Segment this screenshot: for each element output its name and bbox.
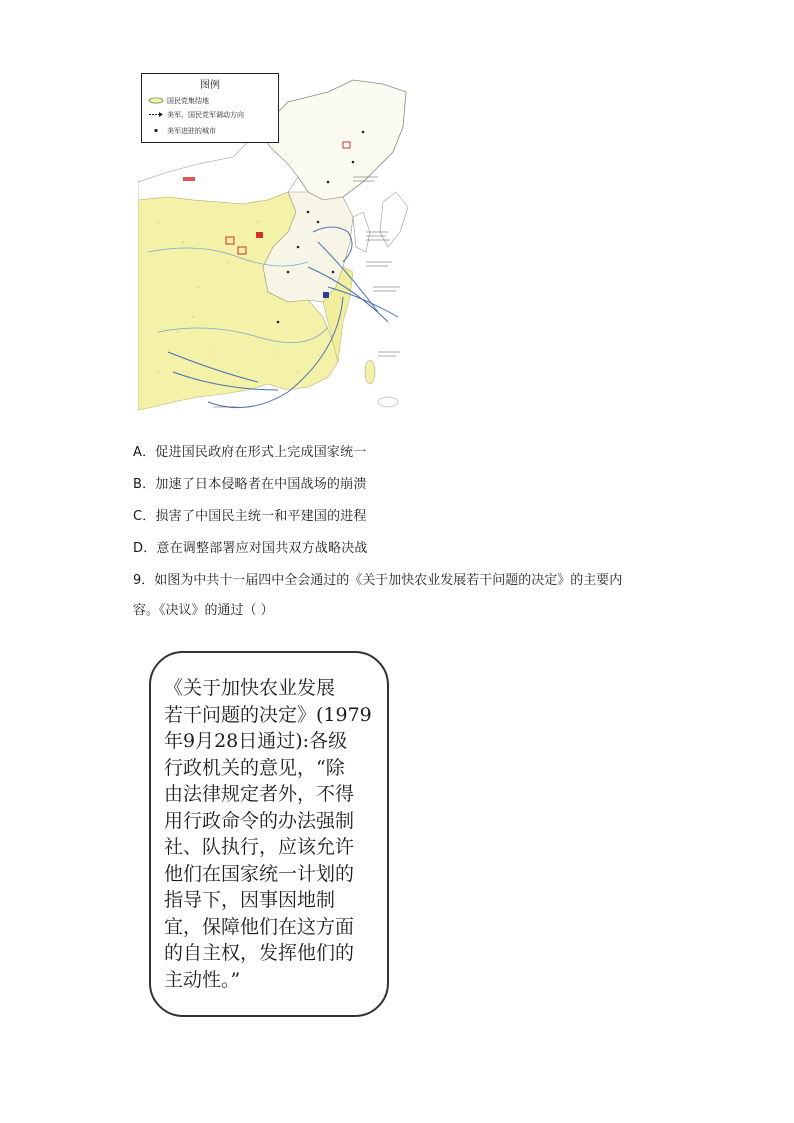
legend-item-movement	[148, 110, 244, 120]
legend-label: 美军、国民党军调动方向	[167, 111, 244, 119]
option-b[interactable]: B．加速了日本侵略者在中国战场的崩溃	[133, 477, 367, 492]
legend-item-city	[148, 126, 216, 136]
legend-title: 图例	[200, 80, 220, 91]
document-line: 社、队执行，应该允许	[164, 836, 355, 858]
option-d[interactable]: D．意在调整部署应对国共双方战略决战	[133, 541, 368, 556]
option-a[interactable]: A．促进国民政府在形式上完成国家统一	[133, 445, 367, 460]
document-line: 《关于加快农业发展	[164, 677, 336, 699]
document-line: 指导下，因事因地制	[164, 889, 336, 911]
document-line: 用行政命令的办法强制	[164, 809, 355, 832]
map-legend	[141, 73, 279, 143]
legend-item-gathering	[148, 96, 209, 106]
document-line: 行政机关的意见，“除	[164, 756, 345, 779]
document-line: 的自主权，发挥他们的	[164, 942, 355, 964]
dot-icon	[148, 127, 164, 136]
document-text	[164, 675, 384, 993]
document-line: 主动性。”	[164, 968, 241, 991]
arrow-icon	[148, 111, 164, 120]
island	[378, 397, 398, 407]
ellipse-icon	[148, 97, 164, 106]
legend-label: 国民党集结地	[167, 97, 209, 105]
question-9-line-1: 9．如图为中共十一届四中全会通过的《关于加快农业发展若干问题的决定》的主要内	[133, 573, 623, 588]
document-line: 若干问题的决定》(1979	[164, 703, 372, 726]
question-9-line-2: 容。《决议》的通过（ ）	[133, 603, 274, 618]
document-line: 由法律规定者外，不得	[164, 783, 355, 805]
legend-label: 美军进驻的城市	[167, 127, 216, 135]
taiwan-island	[365, 360, 375, 384]
document-line: 他们在国家统一计划的	[164, 862, 355, 885]
document-line: 宜，保障他们在这方面	[164, 915, 355, 938]
document-line: 年9月28日通过):各级	[164, 730, 348, 752]
option-c[interactable]: C．损害了中国民主统一和平建国的进程	[133, 509, 367, 524]
